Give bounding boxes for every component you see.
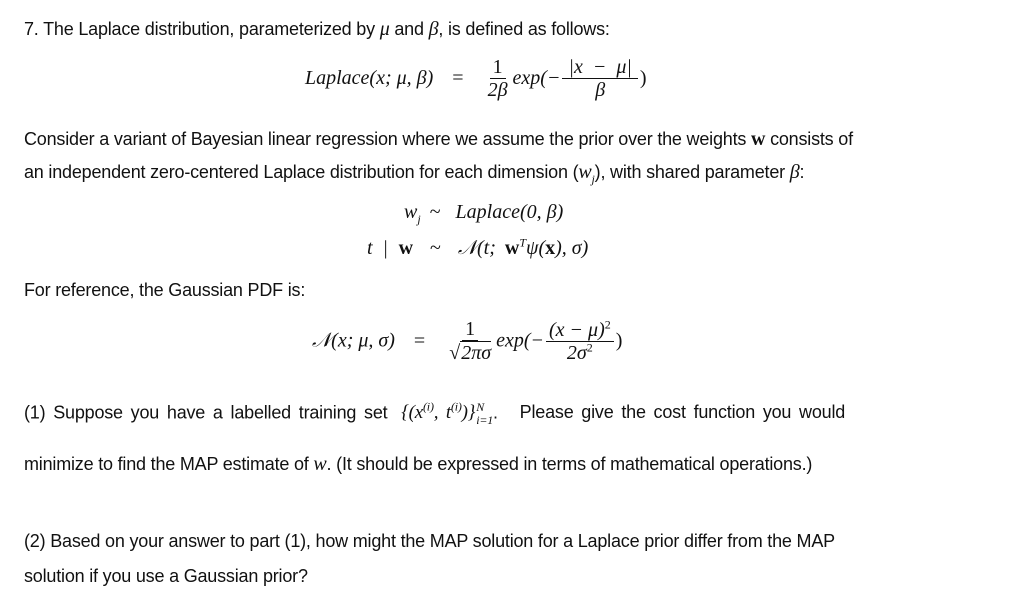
variant-line-1: Consider a variant of Bayesian linear regression where we assume the prior over the weights w consists of (24, 128, 853, 150)
variant-line-2: an independent zero-centered Laplace distribution for each dimension $(w_j)$, with shared parameter β: (24, 161, 805, 186)
part2-line-2: solution if you use a Gaussian prior? (24, 566, 308, 586)
part1-line-1: (1) Suppose you have a labelled training set {($x^{(i)}$, $t^{(i)}$)} N i=1 . Please give the cost function you would (24, 400, 846, 427)
equals-sign: = (452, 67, 464, 89)
weights-vector-w: w (751, 128, 766, 150)
part2-line-1: (2) Based on your answer to part (1), how might the MAP solution for a Laplace prior differ from the MAP (24, 531, 835, 551)
laplace-coefficient: $\frac{1}{2\beta}$ (487, 56, 508, 101)
laplace-formula: Laplace(x; μ, β) = $\frac{1}{2\beta}$ exp(− $\frac{|x - \mu|}{\beta}$ ) (305, 56, 647, 101)
weight-wj: $w_j$ (578, 161, 595, 186)
beta-symbol: β (428, 18, 439, 40)
laplace-lhs: Laplace(x; μ, β) (305, 67, 434, 89)
gaussian-formula: 𝒩(x; μ, σ) = $\frac{1}{√2\pi\sigma}$ exp(− $\frac{(x - \mu)^2}{2\sigma^2}$ ) (312, 316, 623, 364)
beta-symbol: β (789, 161, 800, 183)
part1-line-2: minimize to find the MAP estimate of w. (It should be expressed in terms of mathematical operations.) (24, 453, 813, 475)
equals-sign: = (413, 329, 426, 352)
prior-equation: $w_j$ ~ Laplace(0, β) (404, 201, 564, 226)
question-intro: 7. The Laplace distribution, parameterized by μ and β, is defined as follows: (24, 18, 610, 40)
laplace-exponent-fraction: $\frac{|x - \mu|}{\beta}$ (562, 56, 637, 101)
gaussian-lhs: 𝒩(x; μ, σ) (312, 329, 395, 352)
gaussian-reference-label: For reference, the Gaussian PDF is: (24, 280, 306, 300)
mu-symbol: μ (379, 18, 390, 40)
sqrt-symbol: √ (449, 342, 461, 364)
question-number: 7. (24, 19, 39, 39)
gaussian-coefficient: $\frac{1}{√2\pi\sigma}$ (449, 318, 492, 364)
weight-w: w (313, 453, 327, 475)
training-set-notation: {($x^{(i)}$, $t^{(i)}$)} N i=1 (401, 400, 494, 427)
gaussian-exponent-fraction: $\frac{(x - \mu)^2}{2\sigma^2}$ (546, 319, 614, 364)
likelihood-equation: t | w ~ 𝒩(t; $w^T\psi(x)$, σ) (367, 235, 589, 259)
